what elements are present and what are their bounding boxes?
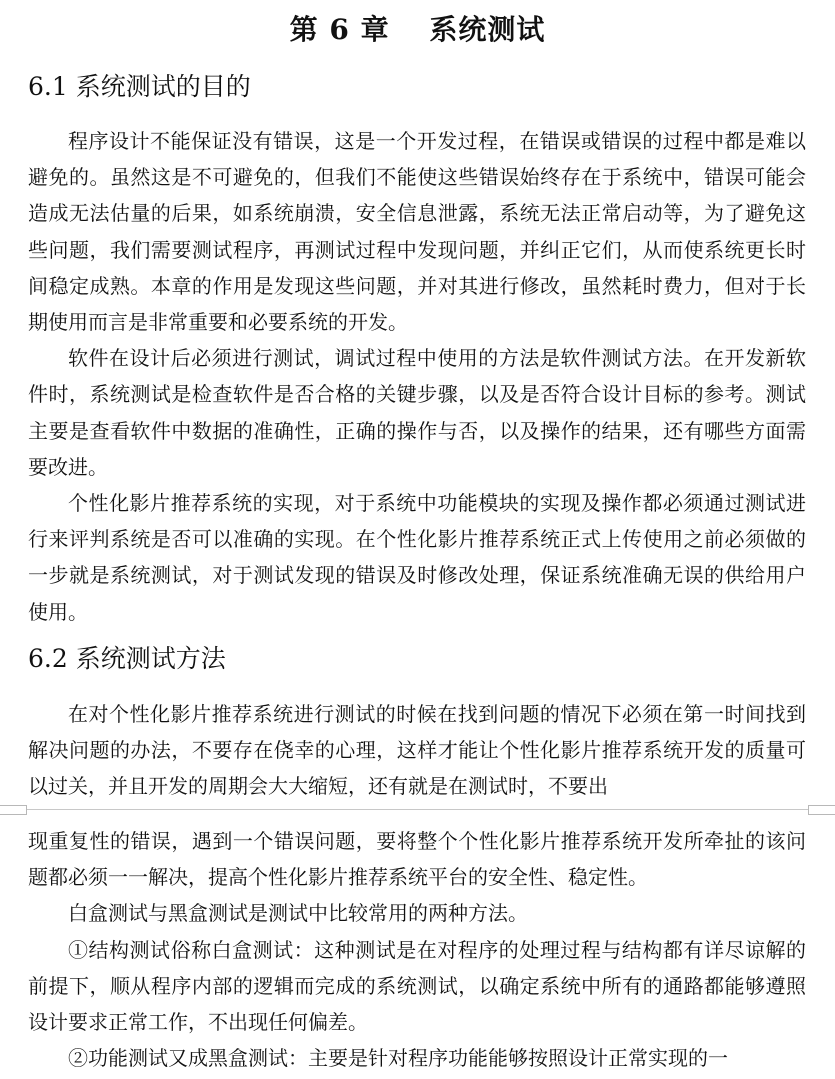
paragraph: ①结构测试俗称白盒测试：这种测试是在对程序的处理过程与结构都有详尽谅解的前提下，顺从程序内部的逻辑而完成的系统测试，以确定系统中所有的通路都能够遵照设计要求正常工作，不出现任何偏差。 bbox=[28, 937, 806, 1035]
chapter-title: 第 6 章 系统测试 bbox=[289, 13, 546, 46]
section-6-1-body bbox=[28, 123, 806, 630]
section-6-2-body-top bbox=[28, 696, 806, 804]
paragraph-continuation: 现重复性的错误，遇到一个错误问题，要将整个个性化影片推荐系统开发所牵扯的该问题都必须一一解决，提高个性化影片推荐系统平台的安全性、稳定性。 bbox=[28, 829, 806, 890]
paragraph: 在对个性化影片推荐系统进行测试的时候在找到问题的情况下必须在第一时间找到解决问题的办法，不要存在侥幸的心理，这样才能让个性化影片推荐系统开发的质量可以过关，并且开发的周期会大大缩短，还有就是在测试时，不要出 bbox=[28, 702, 806, 799]
page-break-line bbox=[0, 809, 835, 810]
page-break-separator bbox=[0, 805, 835, 815]
page-break-marker-right bbox=[808, 805, 835, 815]
paragraph: ②功能测试又成黑盒测试：主要是针对程序功能能够按照设计正常实现的一 bbox=[68, 1046, 728, 1071]
section-6-2-body-continued bbox=[28, 823, 806, 1076]
paragraph: 软件在设计后必须进行测试，调试过程中使用的方法是软件测试方法。在开发新软件时，系统测试是检查软件是否合格的关键步骤，以及是否符合设计目标的参考。测试主要是查看软件中数据的准确性，正确的操作与否，以及操作的结果，还有哪些方面需要改进。 bbox=[28, 346, 806, 479]
section-heading-6-2: 6.2 系统测试方法 bbox=[28, 644, 226, 673]
paragraph: 白盒测试与黑盒测试是测试中比较常用的两种方法。 bbox=[68, 901, 528, 926]
page-break-marker-left bbox=[0, 805, 27, 815]
paragraph: 程序设计不能保证没有错误，这是一个开发过程，在错误或错误的过程中都是难以避免的。虽然这是不可避免的，但我们不能使这些错误始终存在于系统中，错误可能会造成无法估量的后果，如系统崩溃，安全信息泄露，系统无法正常启动等，为了避免这些问题，我们需要测试程序，再测试过程中发现问题，并纠正它们，从而使系统更长时间稳定成熟。本章的作用是发现这些问题，并对其进行修改，虽然耗时费力，但对于长期使用而言是非常重要和必要系统的开发。 bbox=[28, 129, 806, 335]
paragraph: 个性化影片推荐系统的实现，对于系统中功能模块的实现及操作都必须通过测试进行来评判系统是否可以准确的实现。在个性化影片推荐系统正式上传使用之前必须做的一步就是系统测试，对于测试发现的错误及时修改处理，保证系统准确无误的供给用户使用。 bbox=[28, 491, 806, 624]
section-heading-6-1: 6.1 系统测试的目的 bbox=[28, 72, 251, 101]
